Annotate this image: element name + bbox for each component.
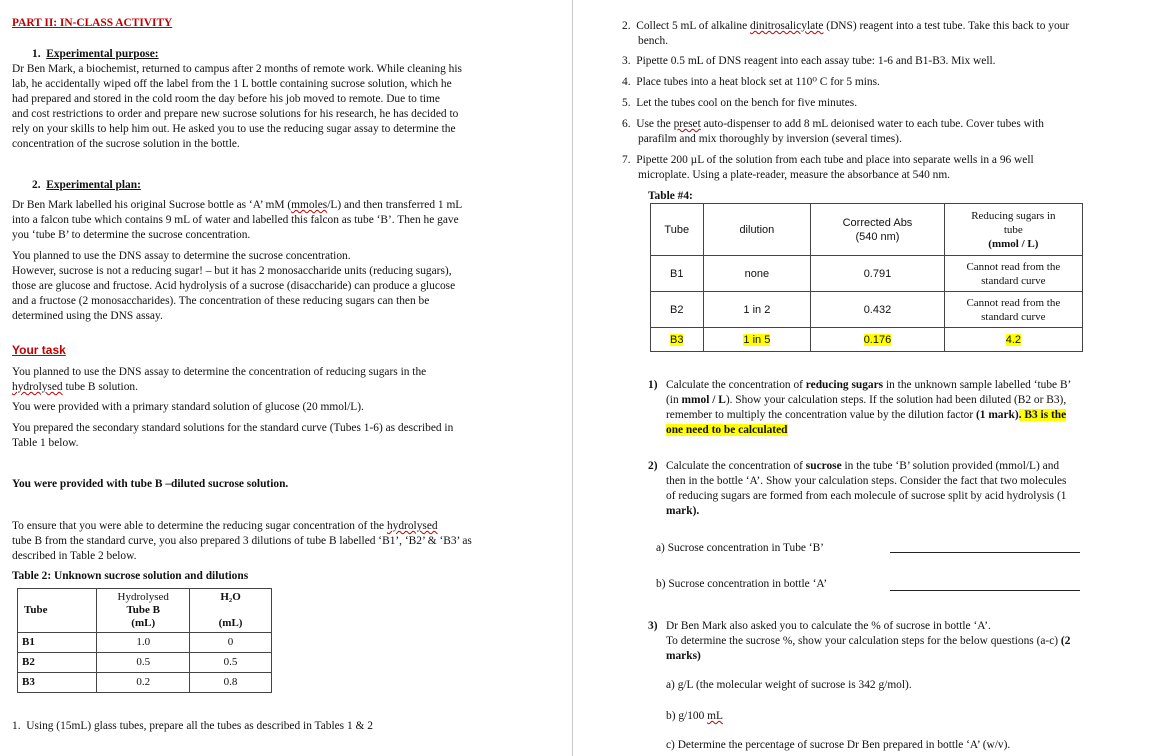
purpose-line: had prepared and stored in the cold room the day before his job moved to remote. Due to time	[12, 93, 440, 105]
provided-tube-text: You were provided with tube B –diluted sucrose solution.	[12, 478, 289, 490]
question-1: Calculate the concentration of reducing sugars in the unknown sample labelled ‘tube B’ (in mmol / L). Show your calculation steps. If the solution had been diluted (B2 or B3), remember to multiply the concentration value by the dilution factor (1 mark). B3 is the one need to be calculated	[666, 379, 1072, 436]
table-row: B3 0.2 0.8	[18, 673, 272, 693]
table2	[17, 588, 272, 693]
purpose-line: Dr Ben Mark, a biochemist, returned to campus after 2 months of remote work. While cleaning his	[12, 63, 462, 75]
plan-line: You planned to use the DNS assay to determine the sucrose concentration.	[12, 250, 351, 262]
header-tube: Tube	[18, 589, 97, 633]
task-line: You planned to use the DNS assay to determine the concentration of reducing sugars in the	[12, 366, 427, 378]
plan-line: you ‘tube B’ to determine the sucrose concentration.	[12, 229, 251, 241]
purpose-title: Experimental purpose:	[46, 48, 159, 60]
plan-heading	[32, 178, 141, 193]
header-hydrolysed: Hydrolysed Tube B (mL)	[97, 589, 190, 633]
table2-title: Table 2: Unknown sucrose solution and dilutions	[12, 570, 249, 582]
q2-number: 2)	[648, 460, 658, 472]
table-row: B2 1 in 2 0.432 Cannot read from the standard curve	[651, 292, 1083, 328]
q3a-label: a) g/L (the molecular weight of sucrose is 342 g/mol).	[666, 679, 912, 691]
plan-title: Experimental plan:	[46, 179, 141, 191]
plan-number: 2.	[32, 179, 41, 191]
table-header-row	[18, 589, 272, 633]
header-tube: Tube	[651, 204, 704, 256]
q3c-label: c) Determine the percentage of sucrose Dr Ben prepared in bottle ‘A’ (w/v).	[666, 739, 1011, 751]
table4	[650, 203, 1083, 352]
q2b-answer-line[interactable]	[890, 590, 1080, 591]
question-3: Dr Ben Mark also asked you to calculate the % of sucrose in bottle ‘A’. To determine the sucrose %, show your calculation steps for the below questions (a-c) (2 marks)	[666, 620, 1071, 662]
step-6: 6. Use the preset auto-dispenser to add 8 mL deionised water to each tube. Cover tubes with parafilm and mix thoroughly by inversion (several times).	[622, 118, 1044, 145]
plan-paragraph-1	[12, 198, 557, 243]
q2b-label: b) Sucrose concentration in bottle ‘A’	[656, 578, 828, 590]
header-abs: Corrected Abs (540 nm)	[811, 204, 944, 256]
header-water: H₂O (mL)	[190, 589, 272, 633]
table-row: B1 none 0.791 Cannot read from the standard curve	[651, 256, 1083, 292]
step-3: 3. Pipette 0.5 mL of DNS reagent into each assay tube: 1-6 and B1-B3. Mix well.	[622, 55, 996, 67]
purpose-line: lab, he accidentally wiped off the label from the 1 L bottle containing sucrose solution, which he	[12, 78, 452, 90]
table-header-row	[651, 204, 1083, 256]
purpose-heading	[32, 47, 159, 62]
header-reducing: Reducing sugars in tube (mmol / L)	[944, 204, 1082, 256]
table-row: B2 0.5 0.5	[18, 653, 272, 673]
section-heading: PART II: IN-CLASS ACTIVITY	[12, 17, 173, 29]
purpose-paragraph	[12, 62, 557, 152]
plan-line: However, sucrose is not a reducing sugar! – but it has 2 monosaccharide units (reducing sugars),	[12, 265, 452, 277]
table-row-highlighted: B3 1 in 5 0.176 4.2	[651, 328, 1083, 352]
step-4: 4. Place tubes into a heat block set at 110⁰ C for 5 mins.	[622, 76, 880, 88]
purpose-line: concentration of the sucrose solution in the bottle.	[12, 138, 240, 150]
task-heading: Your task	[12, 343, 66, 357]
task-paragraph	[12, 365, 557, 395]
q3-number: 3)	[648, 620, 658, 632]
glucose-standard-text: You were provided with a primary standard solution of glucose (20 mmol/L).	[12, 401, 364, 413]
table-row: B1 1.0 0	[18, 633, 272, 653]
question-2: Calculate the concentration of sucrose in the tube ‘B’ solution provided (mmol/L) and then in the bottle ‘A’. Show your calculation steps. Consider the fact that two molecules of reducing sugars are formed from each molecule of sucrose split by acid hydrolysis (1 mark).	[666, 460, 1067, 517]
task-line: hydrolysed tube B solution.	[12, 381, 138, 393]
dilution-paragraph	[12, 519, 557, 564]
step-5: 5. Let the tubes cool on the bench for five minutes.	[622, 97, 858, 109]
purpose-number: 1.	[32, 48, 41, 60]
step-2: 2. Collect 5 mL of alkaline dinitrosalicylate (DNS) reagent into a test tube. Take this back to your bench.	[622, 20, 1070, 47]
dilution-line: described in Table 2 below.	[12, 550, 137, 562]
purpose-line: and cost restrictions to order and prepare new sucrose solutions for his research, he has decided to	[12, 108, 459, 120]
plan-line: into a falcon tube which contains 9 mL of water and labelled this falcon as tube ‘B’. Then he gave	[12, 214, 459, 226]
standard-curve-text: You prepared the secondary standard solutions for the standard curve (Tubes 1-6) as described in Table 1 below.	[12, 422, 454, 449]
q3b-label: b) g/100 mL	[666, 710, 723, 722]
plan-line: Dr Ben Mark labelled his original Sucrose bottle as ‘A’ mM (mmoles/L) and then transferred 1 mL	[12, 199, 463, 211]
q2a-label: a) Sucrose concentration in Tube ‘B’	[656, 542, 824, 554]
plan-line: and a fructose (2 monosaccharides). The concentration of these reducing sugars can then be	[12, 295, 430, 307]
dilution-line: tube B from the standard curve, you also prepared 3 dilutions of tube B labelled ‘B1’, ‘B2’ & ‘B3’ as	[12, 535, 472, 547]
step-7: 7. Pipette 200 µL of the solution from each tube and place into separate wells in a 96 well microplate. Using a plate-reader, measure the absorbance at 540 nm.	[622, 154, 1034, 181]
purpose-line: rely on your skills to help him out. He asked you to use the reducing sugar assay to determine the	[12, 123, 456, 135]
header-dilution: dilution	[703, 204, 811, 256]
step-1: 1. Using (15mL) glass tubes, prepare all the tubes as described in Tables 1 & 2	[12, 720, 373, 732]
dilution-line: To ensure that you were able to determine the reducing sugar concentration of the hydrolysed	[12, 520, 438, 532]
table4-title: Table #4:	[648, 190, 693, 202]
q2a-answer-line[interactable]	[890, 552, 1080, 553]
q1-number: 1)	[648, 379, 658, 391]
plan-paragraph-2	[12, 249, 557, 324]
plan-line: those are glucose and fructose. Acid hydrolysis of a sucrose (disaccharide) can produce a glucose	[12, 280, 456, 292]
plan-line: determined using the DNS assay.	[12, 310, 163, 322]
